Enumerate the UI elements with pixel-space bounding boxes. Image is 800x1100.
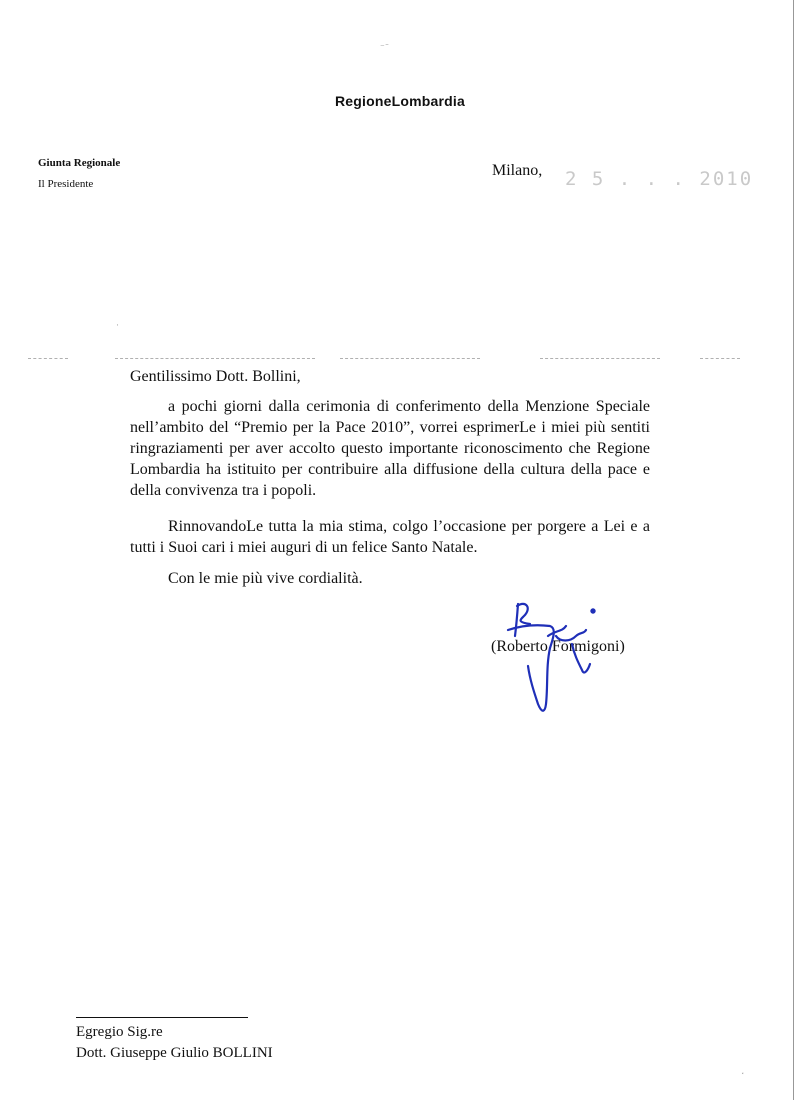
fold-line [340,358,480,360]
recipient-name: Dott. Giuseppe Giulio BOLLINI [76,1045,273,1061]
paragraph-text: a pochi giorni dalla cerimonia di conferimento della Menzione Speciale nell’ambito del “Premio per la Pace 2010”, vorrei esprimerLe i miei più sentiti ringraziamenti per aver accolto questo importante riconoscimento che Regione Lombardia ha istituito per contribuire alla diffusione della cultura della pace e della convivenza tra i popoli. [130,398,650,499]
paragraph [130,396,650,501]
signer-name: (Roberto Formigoni) [491,638,625,655]
scan-mark: ⁻ ̄ [380,42,388,52]
closing-line: Con le mie più vive cordialità. [168,570,363,587]
fold-line [700,358,740,360]
scan-edge-line [793,0,794,1100]
scan-mark: ⸼ [742,1064,745,1074]
fold-line [28,358,68,360]
scan-mark: · [116,320,119,330]
date-stamp: 2 5 . . . 2010 [565,168,754,190]
dateline-place: Milano, [492,162,543,179]
paragraph-text: RinnovandoLe tutta la mia stima, colgo l’occasione per porgere a Lei e a tutti i Suoi cari i miei auguri di un felice Santo Natale. [130,518,650,556]
paragraph [130,516,650,558]
fold-line [115,358,315,360]
salutation: Gentilissimo Dott. Bollini, [130,368,301,385]
letterhead-brand: RegioneLombardia [335,93,465,109]
recipient-salutation: Egregio Sig.re [76,1024,163,1040]
address-divider [76,1017,248,1018]
letterhead-department: Giunta Regionale [38,157,121,169]
letterhead-role: Il Presidente [38,178,94,190]
handwritten-signature [490,596,620,720]
fold-line [540,358,660,360]
